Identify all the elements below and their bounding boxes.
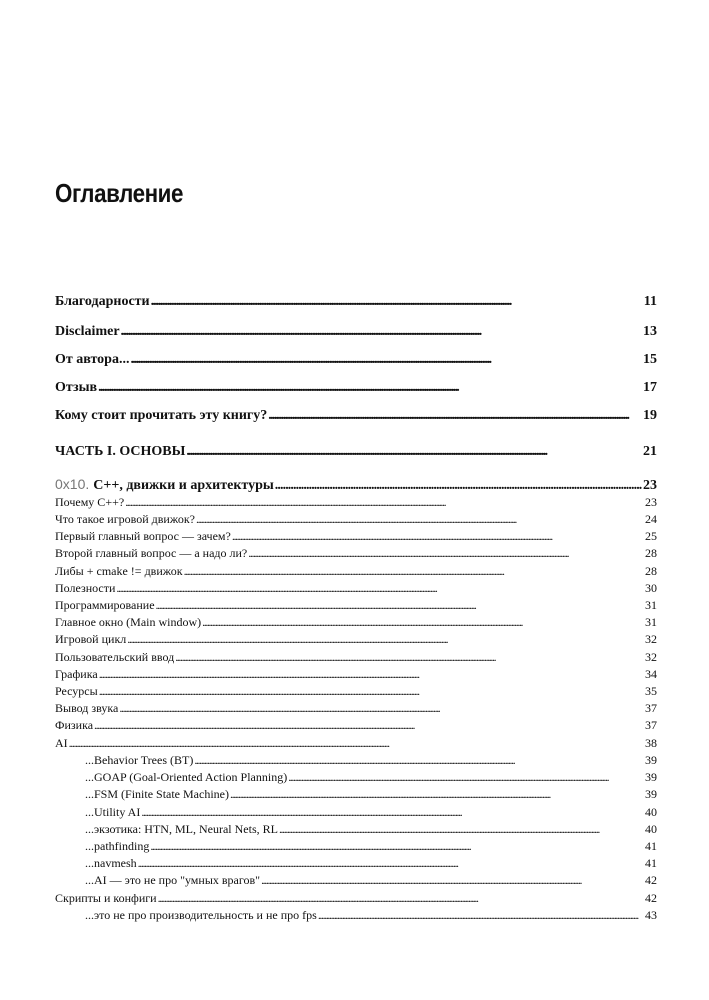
- toc-section-entry[interactable]: [55, 599, 657, 611]
- toc-section-entry[interactable]: [55, 651, 657, 663]
- subsection-page: 40: [645, 805, 657, 819]
- toc-leader-dots: [156, 599, 644, 611]
- subsection-title: ...pathfinding: [85, 839, 150, 853]
- subsection-title: ...экзотика: HTN, ML, Neural Nets, RL: [85, 822, 278, 836]
- toc-subsection-entry[interactable]: [55, 909, 657, 921]
- toc-entry-title: От автора...: [55, 352, 130, 367]
- toc-leader-dots: [175, 651, 644, 663]
- section-title: Пользовательский ввод: [55, 650, 175, 664]
- toc-section-entry[interactable]: [55, 616, 657, 628]
- section-page: 34: [645, 667, 657, 681]
- section-title: Вывод звука: [55, 701, 119, 715]
- toc-entry[interactable]: [55, 353, 657, 367]
- toc-entry[interactable]: [55, 295, 657, 309]
- subsection-page: 39: [645, 787, 657, 801]
- toc-leader-dots: [261, 874, 644, 886]
- section-title: Первый главный вопрос — зачем?: [55, 529, 231, 543]
- toc-entry-page: 11: [643, 294, 657, 309]
- toc-leader-dots: [94, 719, 644, 731]
- page-title: Оглавление: [55, 178, 183, 208]
- subsection-page: 41: [645, 856, 657, 870]
- toc-leader-dots: [138, 857, 644, 869]
- section-title: Физика: [55, 718, 94, 732]
- subsection-title: ...FSM (Finite State Machine): [85, 787, 229, 801]
- toc-leader-dots: [196, 513, 644, 525]
- toc-section-entry[interactable]: [55, 547, 657, 559]
- section-page: 23: [645, 495, 657, 509]
- section-title: Игровой цикл: [55, 632, 127, 646]
- toc-section-entry[interactable]: [55, 496, 657, 508]
- toc-entry-title: Кому стоит прочитать эту книгу?: [55, 408, 268, 423]
- toc-entry-page: 13: [643, 324, 657, 339]
- toc-subsection-entry[interactable]: [55, 840, 657, 852]
- toc-leader-dots: [69, 737, 644, 749]
- section-title: Скрипты и конфиги: [55, 891, 157, 905]
- section-title: Второй главный вопрос — а надо ли?: [55, 546, 248, 560]
- section-title: Полезности: [55, 581, 116, 595]
- subsection-title: ...navmesh: [85, 856, 137, 870]
- toc-section-entry[interactable]: [55, 702, 657, 714]
- subsection-page: 39: [645, 770, 657, 784]
- toc-leader-dots: [184, 565, 644, 577]
- toc-section-entry[interactable]: [55, 565, 657, 577]
- toc-part-page: 21: [643, 444, 657, 459]
- toc-section-entry[interactable]: [55, 892, 657, 904]
- section-title: AI: [55, 736, 68, 750]
- section-title: Главное окно (Main window): [55, 615, 202, 629]
- section-title: Почему C++?: [55, 495, 125, 509]
- subsection-page: 43: [645, 908, 657, 922]
- toc-subsection-entry[interactable]: [55, 857, 657, 869]
- section-page: 37: [645, 701, 657, 715]
- toc-entry-page: 15: [643, 352, 657, 367]
- toc-leader-dots: [268, 409, 642, 423]
- section-page: 24: [645, 512, 657, 526]
- subsection-title: ...Utility AI: [85, 805, 141, 819]
- section-title: Либы + cmake != движок: [55, 564, 183, 578]
- toc-section-entry[interactable]: [55, 737, 657, 749]
- toc-leader-dots: [99, 685, 644, 697]
- toc-entry-title: Отзыв: [55, 380, 98, 395]
- toc-subsection-entry[interactable]: [55, 754, 657, 766]
- chapter-page: 23: [643, 478, 657, 493]
- toc-leader-dots: [150, 840, 644, 852]
- chapter-title: C++, движки и архитектуры: [93, 478, 274, 493]
- toc-entry-title: Благодарности: [55, 294, 150, 309]
- toc-part-title: ЧАСТЬ I. ОСНОВЫ: [55, 444, 186, 459]
- section-page: 28: [645, 546, 657, 560]
- toc-section-entry[interactable]: [55, 668, 657, 680]
- toc-leader-dots: [230, 788, 644, 800]
- toc-leader-dots: [125, 496, 644, 508]
- toc-entry[interactable]: [55, 381, 657, 395]
- toc-part-entry[interactable]: [55, 445, 657, 459]
- toc-leader-dots: [275, 479, 642, 493]
- toc-section-entry[interactable]: [55, 582, 657, 594]
- toc-entry-page: 19: [643, 408, 657, 423]
- section-page: 31: [645, 598, 657, 612]
- toc-subsection-entry[interactable]: [55, 788, 657, 800]
- subsection-page: 39: [645, 753, 657, 767]
- section-title: Что такое игровой движок?: [55, 512, 195, 526]
- toc-leader-dots: [127, 633, 644, 645]
- toc-section-entry[interactable]: [55, 633, 657, 645]
- toc-subsection-entry[interactable]: [55, 806, 657, 818]
- toc-entry-title: Disclaimer: [55, 324, 120, 339]
- section-page: 30: [645, 581, 657, 595]
- section-page: 31: [645, 615, 657, 629]
- toc-leader-dots: [99, 668, 644, 680]
- section-title: Графика: [55, 667, 98, 681]
- chapter-number: 0x10.: [55, 476, 90, 492]
- toc-leader-dots: [248, 547, 644, 559]
- section-page: 25: [645, 529, 657, 543]
- toc-subsection-entry[interactable]: [55, 874, 657, 886]
- toc-entry-page: 17: [643, 380, 657, 395]
- subsection-title: ...это не про производительность и не про fps: [85, 908, 317, 922]
- toc-chapter-entry[interactable]: [55, 477, 657, 493]
- section-page: 37: [645, 718, 657, 732]
- toc-leader-dots: [279, 823, 644, 835]
- section-title: Программирование: [55, 598, 155, 612]
- toc-section-entry[interactable]: [55, 513, 657, 525]
- toc-leader-dots: [116, 582, 644, 594]
- subsection-page: 40: [645, 822, 657, 836]
- section-page: 28: [645, 564, 657, 578]
- subsection-title: ...GOAP (Goal-Oriented Action Planning): [85, 770, 288, 784]
- subsection-title: ...Behavior Trees (BT): [85, 753, 194, 767]
- toc-entry[interactable]: [55, 325, 657, 339]
- toc-subsection-entry[interactable]: [55, 771, 657, 783]
- toc-leader-dots: [151, 295, 643, 309]
- section-title: Ресурсы: [55, 684, 98, 698]
- subsection-page: 42: [645, 873, 657, 887]
- section-page: 42: [645, 891, 657, 905]
- toc-section-entry[interactable]: [55, 685, 657, 697]
- subsection-page: 41: [645, 839, 657, 853]
- section-page: 38: [645, 736, 657, 750]
- toc-leader-dots: [318, 909, 644, 921]
- toc-subsection-entry[interactable]: [55, 823, 657, 835]
- toc-leader-dots: [98, 381, 642, 395]
- section-page: 32: [645, 650, 657, 664]
- section-page: 32: [645, 632, 657, 646]
- toc-leader-dots: [186, 445, 642, 459]
- toc-leader-dots: [288, 771, 644, 783]
- toc-leader-dots: [141, 806, 644, 818]
- toc-leader-dots: [119, 702, 644, 714]
- section-page: 35: [645, 684, 657, 698]
- toc-section-entry[interactable]: [55, 530, 657, 542]
- toc-leader-dots: [202, 616, 644, 628]
- toc-leader-dots: [232, 530, 644, 542]
- toc-leader-dots: [158, 892, 644, 904]
- toc-leader-dots: [130, 353, 642, 367]
- toc-entry[interactable]: [55, 409, 657, 423]
- toc-leader-dots: [194, 754, 644, 766]
- toc-section-entry[interactable]: [55, 719, 657, 731]
- subsection-title: ...AI — это не про "умных врагов": [85, 873, 261, 887]
- toc-leader-dots: [121, 325, 642, 339]
